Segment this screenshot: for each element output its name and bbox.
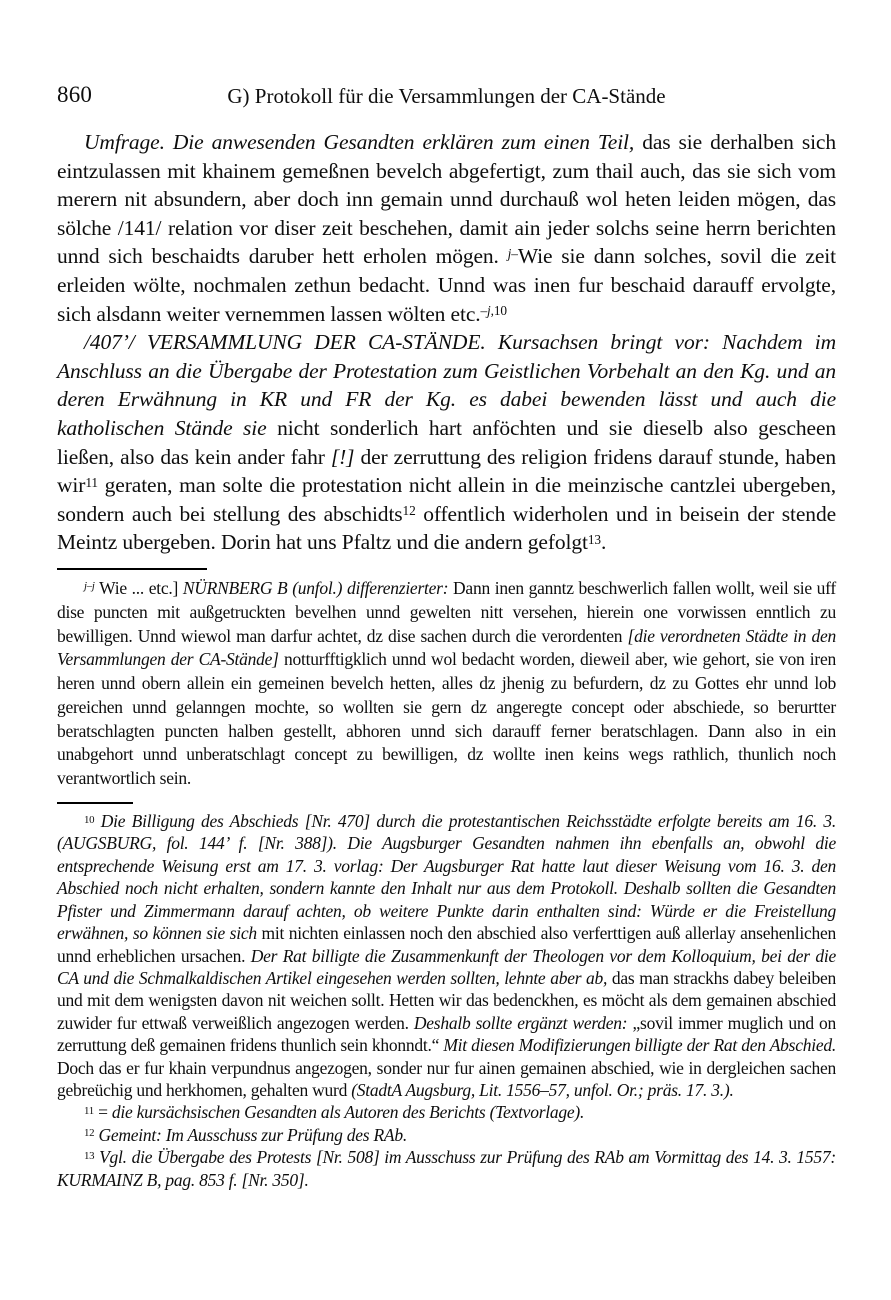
footnote-marker: –j <box>480 302 491 318</box>
text-run: mit nichten einlassen noch den abschied also verferttigen auß allerlay ansehenlichen unnd erheblichen ursachen. <box>57 923 836 966</box>
text-run: Der Rat billigte die Zusammenkunft der Theologen vor dem Kolloquium, bei der die CA und die Schmalkaldischen Artikel eingesehen werden sollten, lehnte aber ab, <box>57 945 836 988</box>
text-run: Doch das er fur khain verpundnus angezogen, sonder nur fur ainen gemainen abschied, wie in dergleichen sachen gebreüchig und herkhomen, gehalten wurd <box>57 1057 836 1100</box>
footnote-marker: 13 <box>84 1149 95 1162</box>
page-number: 860 <box>57 82 93 107</box>
text-run: Gemeint: Im Ausschuss zur Prüfung des RAb. <box>94 1124 407 1145</box>
text-run: = <box>93 1102 112 1123</box>
paragraph-versammlung <box>57 328 836 557</box>
text-run: geraten, man solte die protestation nicht allein in die meinzische cantzlei ubergeben, sondern auch bei stellung des abschidts <box>57 473 836 526</box>
footnote-j <box>57 577 836 791</box>
text-run: /407’/ VERSAMMLUNG DER CA-STÄNDE. Kursachsen bringt vor: Nachdem im Anschluss an die Übergabe der Protestation zum Geistlichen Vorbehalt an den Kg. und an deren Erwähnung in KR und FR der Kg. es dabei bewenden lässt und auch die katholischen Stände sie <box>57 330 836 440</box>
footnote-11 <box>57 1101 836 1123</box>
footnote-12 <box>57 1124 836 1146</box>
footnote-marker: 13 <box>587 531 601 547</box>
footnote-marker: j–j <box>84 580 95 593</box>
text-run: Die Billigung des Abschieds [Nr. 470] durch die protestantischen Reichsstädte erfolgte bereits am 16. 3. (AUGSBURG, fol. 144’ f. [Nr. 388]). Die Augsburger Gesandten nahmen ihn ebenfalls an, obwohl die entsprechende Weisung erst am 17. 3. vorlag: Der Augsburger Rat hatte laut dieser Weisung vom 16. 3. den Abschied noch nicht erhalten, sondern kannte den Inhalt nur aus dem Protokoll. Deshalb sollten die Gesandten Pfister und Zimmermann darauf achten, ob weitere Punkte darin enthalten sind: Würde er die Freistellung erwähnen, so können sie sich <box>57 811 836 944</box>
text-run: Umfrage. Die anwesenden Gesandten erklären zum einen Teil, <box>84 130 635 154</box>
running-title: G) Protokoll für die Versammlungen der CA-Stände <box>227 84 666 108</box>
text-run: Wie ... etc.] <box>94 577 183 598</box>
footnote-marker: 11 <box>84 1104 94 1117</box>
text-run: das man strackhs dabey beleiben und mit dem wenigsten davon nit weichen sollt. Hetten wir das bedenckhen, es möcht als dem gemainen abschied zuwider fur ettwaß verweißlich angezogen werden. <box>57 967 836 1033</box>
text-run: Deshalb sollte ergänzt werden: <box>413 1012 628 1033</box>
footnote-10 <box>57 810 836 1101</box>
text-run: Dann inen ganntz beschwerlich fallen wollt, weil sie uff dise puncten mit außgetruckten bevelhen unnd gewelten nitt versehen, hierein one vorwissen enntlich zu bewilligen. Unnd wiewol man darfur achtet, dz dise sachen durch die verordenten <box>57 577 836 646</box>
footnote-marker: 12 <box>402 503 416 519</box>
text-run: „sovil immer muglich und on zerruttung deß gemainen fridens thunlich sein khonndt.“ <box>57 1012 836 1056</box>
text-run: notturfftigklich unnd wol bedacht worden, dieweil aber, wie gehort, sie von iren heren unnd obern allein ein gemeinen bevelch hetten, alles dz jhenig zu befurdern, dz zu Gottes ehr unnd lob gereichen unnd gelanngen mochte, so wollten sie gern dz angeregte concept oder abschiede, so berurtter beratschlagten puncten halben gestellt, abhoren unnd sich darauff ferner beratschlagen. Dann also in ein unabgehort unnd unberatschlagt concept zu bewilligen, dz wollte inen keins wegs rathlich, thunlich noch verantwortlich sein. <box>57 649 836 789</box>
text-run: offentlich widerholen und in beisein der stende Meintz ubergeben. Dorin hat uns Pfaltz und die andern gefolgt <box>57 501 836 555</box>
footnote-marker: ,10 <box>490 302 507 318</box>
text-run: die kursächsischen Gesandten als Autoren des Berichts (Textvorlage). <box>111 1102 585 1123</box>
text-run: Vgl. die Übergabe des Protests [Nr. 508] im Ausschuss zur Prüfung des RAb am Vormittag des 14. 3. 1557: KURMAINZ B, pag. 853 f. [Nr. 350]. <box>57 1147 836 1190</box>
text-run: (StadtA Augsburg, Lit. 1556–57, unfol. Or.; präs. 17. 3.). <box>351 1079 734 1100</box>
text-run: das sie derhalben sich eintzulassen mit khainem gemeßnen bevelch abgefertigt, zum thail auch, das sie sich vom merern nit absundern, aber doch inn gemain unnd durchauß wol heten leiden mögen, das sölche /141/ relation vor diser zeit beschehen, damit ain jeder solchs seine herrn berichten unnd sich beschaidts daruber hett erholen mögen. <box>57 130 836 269</box>
apparatus-section <box>57 577 836 791</box>
footnote-marker: 11 <box>85 474 98 490</box>
text-run: Wie sie dann solches, sovil die zeit erleiden wölte, nochmalen zethun bedacht. Unnd was inen fur beschaid darauff ervolgte, sich alsdann weiter vernemmen lassen wölten etc. <box>57 244 836 326</box>
commentary-separator-rule <box>57 802 133 804</box>
footnote-marker: j– <box>507 245 518 261</box>
text-run: nicht sonderlich hart anföchten und sie dieselb also gescheen ließen, also das kein ander fahr <box>57 415 837 469</box>
text-run: Mit diesen Modifizierungen billigte der Rat den Abschied. <box>443 1035 836 1056</box>
apparatus-separator-rule <box>57 568 207 570</box>
commentary-section <box>57 810 836 1191</box>
footnote-13 <box>57 1146 836 1191</box>
text-run: [!] <box>330 444 355 469</box>
text-run: der zerruttung des religion fridens darauf stunde, haben wir <box>57 444 836 498</box>
paragraph-umfrage <box>57 128 836 328</box>
page-header <box>57 82 836 110</box>
footnote-marker: 10 <box>84 813 95 826</box>
text-run: . <box>600 530 607 555</box>
text-run: [die verordneten Städte in den Versammlungen der CA-Stände] <box>57 625 836 670</box>
footnote-marker: 12 <box>84 1127 95 1140</box>
text-run: NÜRNBERG B (unfol.) differenzierter: <box>182 577 449 598</box>
main-text <box>57 128 836 557</box>
